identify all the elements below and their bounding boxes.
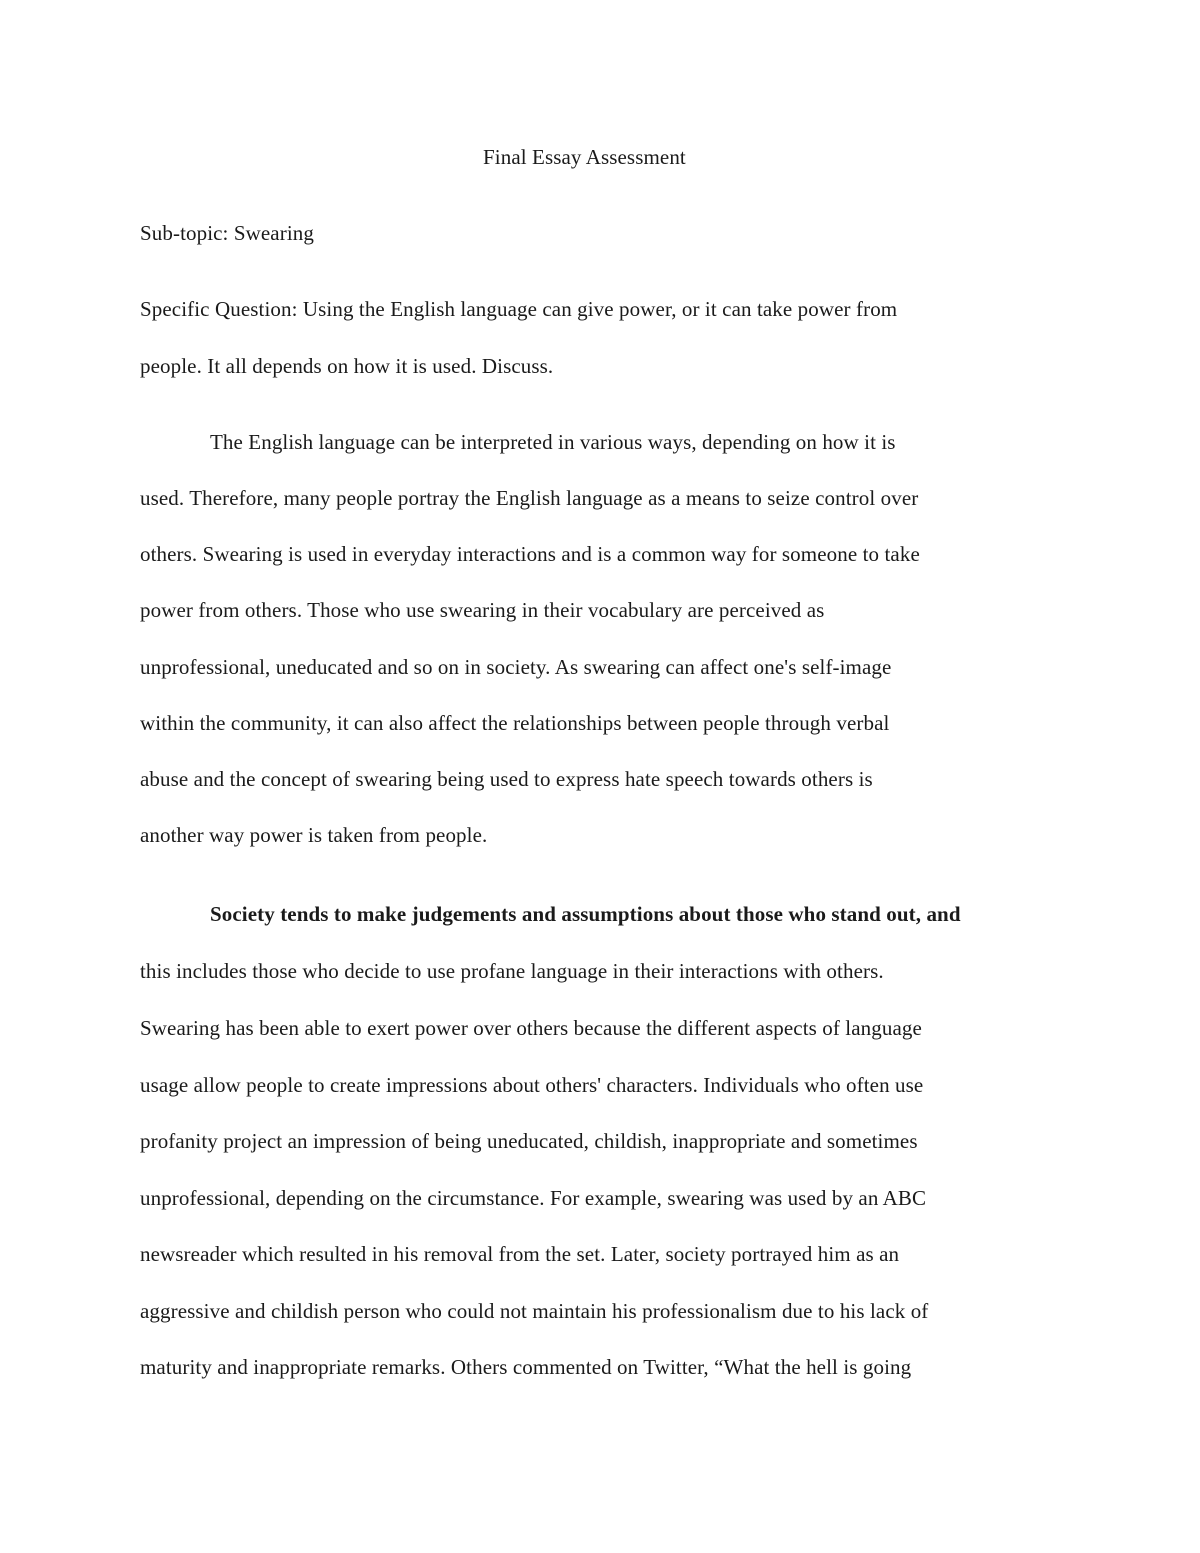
paragraph-1-line: used. Therefore, many people portray the English language as a means to seize control over [140,486,919,510]
paragraph-2-line: newsreader which resulted in his removal from the set. Later, society portrayed him as an [140,1242,900,1266]
question-line: people. It all depends on how it is used. Discuss. [140,354,554,378]
paragraph-2-line: aggressive and childish person who could not maintain his professionalism due to his lack of [140,1299,929,1323]
paragraph-1-line: another way power is taken from people. [140,823,488,847]
paragraph-2-topic-sentence: Society tends to make judgements and assumptions about those who stand out, and [210,902,961,926]
paragraph-2-line: profanity project an impression of being uneducated, childish, inappropriate and sometimes [140,1129,918,1153]
paragraph-2-line: maturity and inappropriate remarks. Others commented on Twitter, “What the hell is going [140,1355,912,1379]
paragraph-1-line: within the community, it can also affect the relationships between people through verbal [140,711,890,735]
subtopic-line: Sub-topic: Swearing [140,221,314,245]
paragraph-1-line: unprofessional, uneducated and so on in society. As swearing can affect one's self-image [140,655,892,679]
paragraph-2-line: Swearing has been able to exert power over others because the different aspects of language [140,1016,922,1040]
paragraph-2-line: unprofessional, depending on the circumstance. For example, swearing was used by an ABC [140,1186,927,1210]
paragraph-1-line: others. Swearing is used in everyday interactions and is a common way for someone to take [140,542,920,566]
paragraph-1-line: The English language can be interpreted in various ways, depending on how it is [210,430,896,454]
paragraph-2-line: this includes those who decide to use profane language in their interactions with others. [140,959,884,983]
paragraph-2-line: usage allow people to create impressions about others' characters. Individuals who often use [140,1073,924,1097]
paragraph-1-line: power from others. Those who use swearing in their vocabulary are perceived as [140,598,825,622]
paragraph-1-line: abuse and the concept of swearing being used to express hate speech towards others is [140,767,873,791]
document-title: Final Essay Assessment [483,145,686,169]
question-line: Specific Question: Using the English language can give power, or it can take power from [140,297,898,321]
